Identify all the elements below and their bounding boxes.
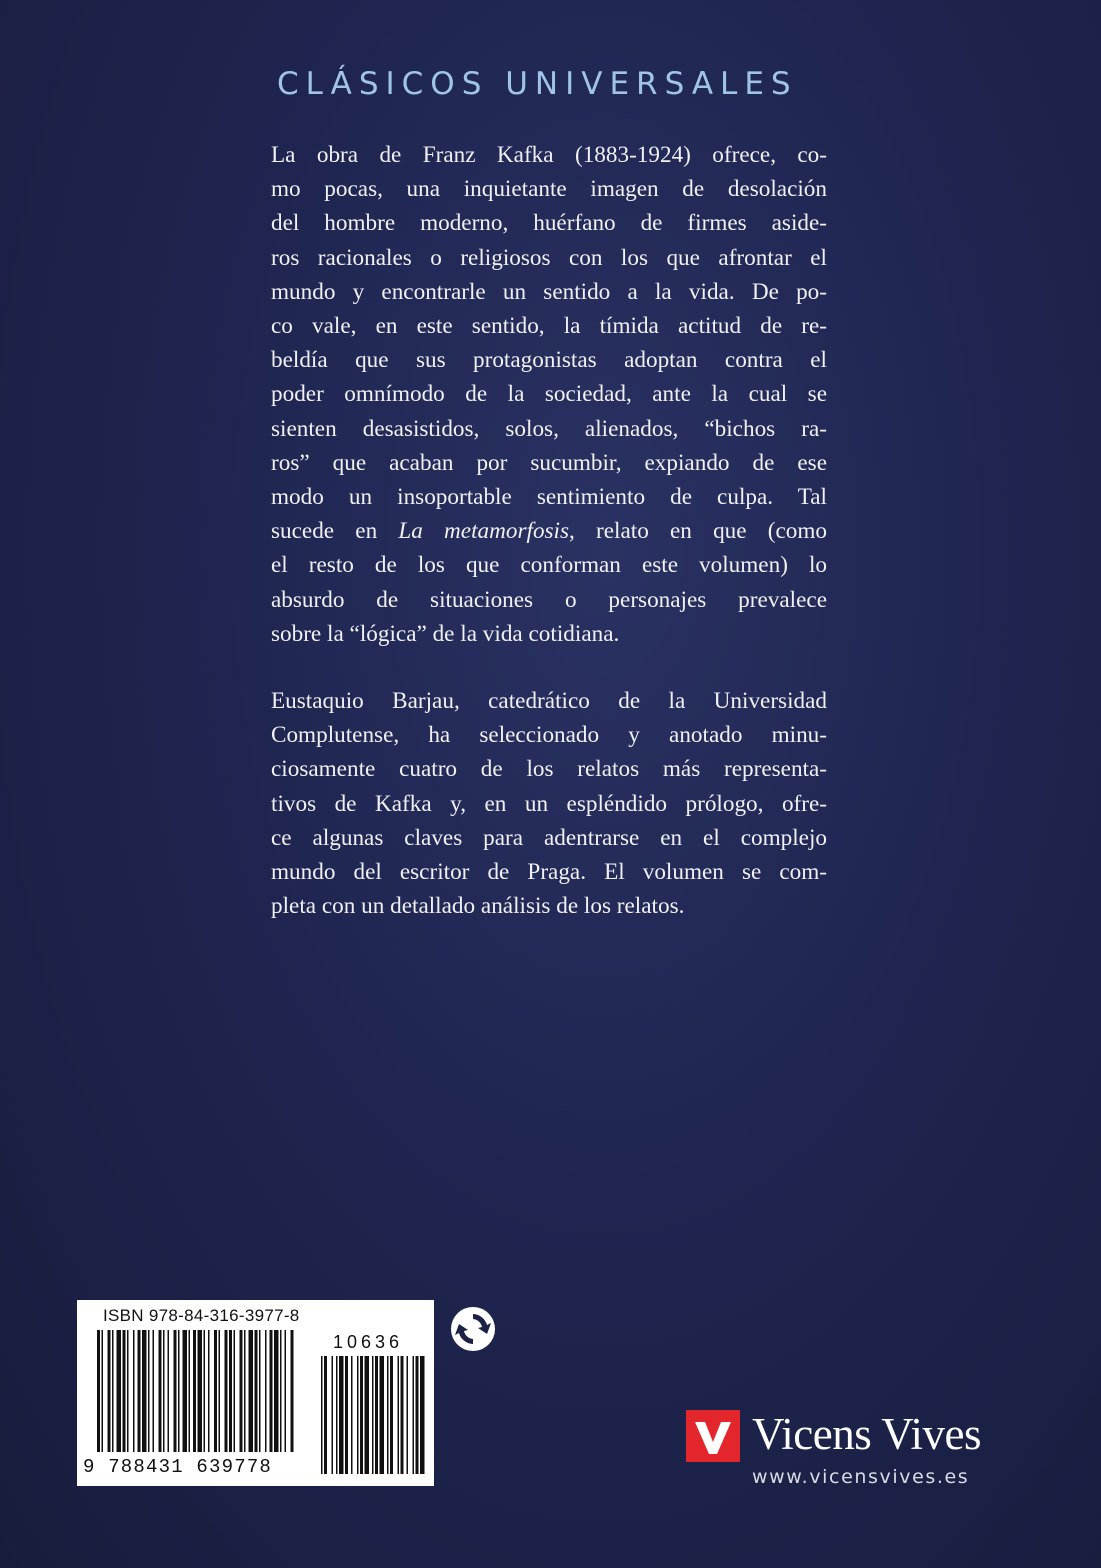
- vicens-vives-logo-icon: [686, 1410, 740, 1462]
- barcode-bar: [219, 1330, 221, 1452]
- barcode-bar: [214, 1330, 217, 1452]
- addon-bar: [336, 1356, 338, 1474]
- barcode-bar: [159, 1330, 162, 1452]
- barcode-bar: [285, 1330, 287, 1452]
- barcode-bar: [240, 1330, 243, 1452]
- barcode-bar: [127, 1330, 129, 1452]
- barcode-bar: [148, 1330, 150, 1452]
- barcode-bar: [123, 1330, 126, 1452]
- addon-bar: [401, 1356, 404, 1474]
- barcode-bar: [208, 1330, 210, 1452]
- barcode-bar: [259, 1330, 261, 1452]
- addon-bar: [345, 1356, 348, 1474]
- text-line: del hombre moderno, huérfano de firmes aside-: [271, 210, 827, 237]
- text-line: mundo del escritor de Praga. El volumen se com-: [271, 859, 827, 886]
- recycle-icon: [450, 1306, 496, 1352]
- publisher-website: www.vicensvives.es: [752, 1466, 970, 1488]
- barcode-bar: [265, 1330, 267, 1452]
- barcode-bar: [204, 1330, 206, 1452]
- text-line: ciosamente cuatro de los relatos más representa-: [271, 756, 827, 783]
- text-line: [271, 514, 827, 548]
- addon-bar: [390, 1356, 393, 1474]
- addon-bar: [339, 1356, 344, 1474]
- addon-bar: [420, 1356, 425, 1474]
- barcode-bar: [108, 1330, 111, 1452]
- text-line: absurdo de situaciones o personajes prevalece: [271, 586, 827, 613]
- editor-paragraph: [271, 684, 827, 923]
- text-line: ros” que acaban por sucumbir, expiando de ese: [271, 449, 827, 476]
- barcode-bar: [234, 1330, 236, 1452]
- text-line: mo pocas, una inquietante imagen de desolación: [271, 176, 827, 203]
- barcode-bar: [280, 1330, 282, 1452]
- barcode-bar: [193, 1330, 196, 1452]
- addon-bar: [413, 1356, 415, 1474]
- ean-digits: 9 788431 639778: [83, 1456, 273, 1478]
- text-line: sobre la “lógica” de la vida cotidiana.: [271, 620, 620, 647]
- barcode-bar: [112, 1330, 114, 1452]
- barcode-bar: [198, 1330, 203, 1452]
- barcode-bar: [255, 1330, 258, 1452]
- barcode-bar: [270, 1330, 273, 1452]
- isbn-barcode: [77, 1300, 434, 1486]
- barcode-bar: [142, 1330, 147, 1452]
- text-segment: , relato en que (como: [569, 518, 827, 545]
- text-line: beldía que sus protagonistas adoptan contra el: [271, 347, 827, 374]
- addon-bar: [332, 1356, 334, 1474]
- addon-bar: [351, 1356, 353, 1474]
- isbn-label: ISBN 978-84-316-3977-8: [103, 1306, 300, 1325]
- addon-bar: [407, 1356, 409, 1474]
- barcode-bar: [138, 1330, 141, 1452]
- text-line: modo un insoportable sentimiento de culpa. Tal: [271, 484, 827, 511]
- barcode-bar: [178, 1330, 180, 1452]
- barcode-bar: [189, 1330, 191, 1452]
- text-segment: sucede en: [271, 518, 399, 545]
- text-line: tivos de Kafka y, en un espléndido prólogo, ofre-: [271, 790, 827, 817]
- barcode-bar: [168, 1330, 170, 1452]
- publisher-name: Vicens Vives: [752, 1409, 981, 1459]
- text-line: mundo y encontrarle un sentido a la vida. De po-: [271, 278, 827, 305]
- barcode-bar: [291, 1330, 294, 1452]
- text-line: poder omnímodo de la sociedad, ante la cual se: [271, 381, 827, 408]
- text-line: Eustaquio Barjau, catedrático de la Universidad: [271, 688, 827, 714]
- addon-bar: [380, 1356, 385, 1474]
- barcode-bar: [153, 1330, 155, 1452]
- addon-bar: [321, 1356, 323, 1474]
- addon-bar: [357, 1356, 359, 1474]
- text-line: ce algunas claves para adentrarse en el complejo: [271, 824, 827, 851]
- barcode-bar: [133, 1330, 135, 1452]
- book-title-italic: La metamorfosis: [398, 518, 570, 545]
- barcode-bar: [229, 1330, 232, 1452]
- text-line: ros racionales o religiosos con los que afrontar el: [271, 244, 827, 271]
- text-line: pleta con un detallado análisis de los relatos.: [271, 893, 685, 920]
- barcode-bar: [102, 1330, 104, 1452]
- barcode-addon-number: 10636: [333, 1332, 404, 1352]
- text-line: co vale, en este sentido, la tímida actitud de re-: [271, 313, 827, 340]
- addon-bar: [387, 1356, 389, 1474]
- text-line: La obra de Franz Kafka (1883-1924) ofrece, co-: [271, 142, 827, 168]
- addon-bar: [365, 1356, 370, 1474]
- addon-bar: [375, 1356, 378, 1474]
- barcode-bar: [249, 1330, 254, 1452]
- text-line: sienten desasistidos, solos, alienados, “bichos ra-: [271, 415, 827, 442]
- addon-bar: [360, 1356, 363, 1474]
- barcode-bar: [183, 1330, 188, 1452]
- synopsis-paragraph: [271, 138, 827, 651]
- series-title: CLÁSICOS UNIVERSALES: [277, 66, 798, 102]
- barcode-bar: [244, 1330, 246, 1452]
- addon-bar: [324, 1356, 327, 1474]
- text-line: el resto de los que conforman este volumen) lo: [271, 552, 827, 579]
- barcode-bar: [274, 1330, 279, 1452]
- barcode-bar: [117, 1330, 122, 1452]
- barcode-bar: [174, 1330, 177, 1452]
- addon-bar: [416, 1356, 419, 1474]
- addon-bar: [372, 1356, 374, 1474]
- barcode-bar: [163, 1330, 165, 1452]
- barcode-bar: [225, 1330, 228, 1452]
- barcode-bar: [97, 1330, 100, 1452]
- addon-bar: [398, 1356, 400, 1474]
- text-line: Complutense, ha seleccionado y anotado minu-: [271, 722, 827, 749]
